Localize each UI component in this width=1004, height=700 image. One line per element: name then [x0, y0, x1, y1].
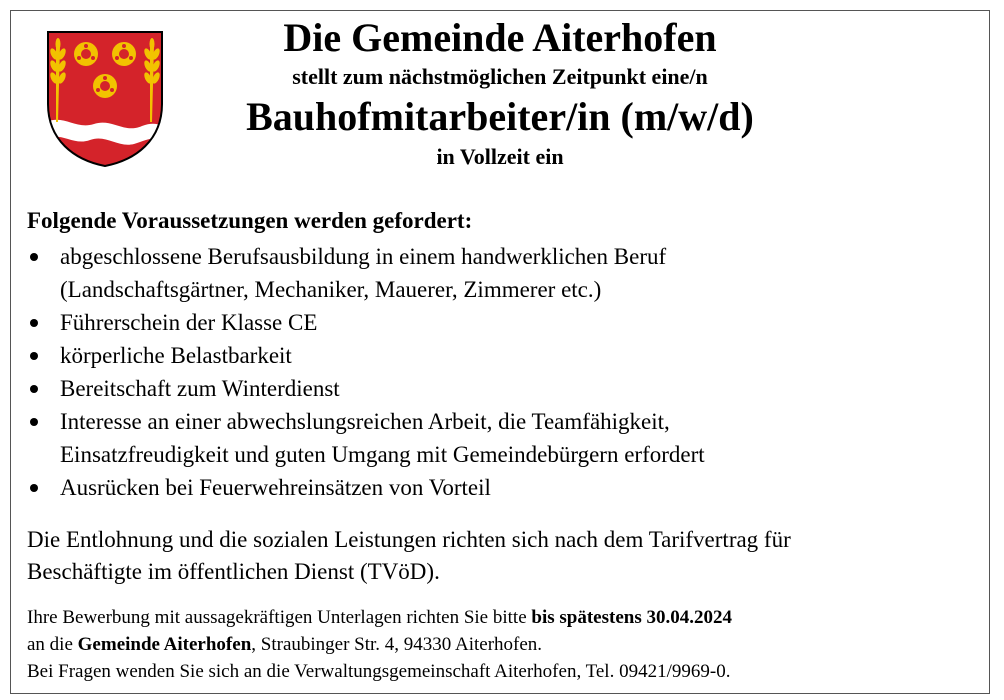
pay-paragraph: [27, 524, 977, 588]
header-subtitle: stellt zum nächstmöglichen Zeitpunkt eine/n: [292, 64, 708, 89]
application-text: an die: [27, 634, 78, 655]
list-item: [27, 339, 967, 372]
list-item-text: Ausrücken bei Feuerwehreinsätzen von Vorteil: [60, 475, 491, 500]
contact-info: Bei Fragen wenden Sie sich an die Verwaltungsgemeinschaft Aiterhofen, Tel. 09421/9969-0.: [27, 661, 731, 682]
list-item: [27, 405, 967, 471]
list-item-text: Führerschein der Klasse CE: [60, 310, 318, 335]
bullet-icon: [30, 385, 38, 393]
list-item-text: Einsatzfreudigkeit und guten Umgang mit Gemeindebürgern erfordert: [60, 442, 705, 467]
list-item: [27, 372, 967, 405]
bullet-icon: [30, 253, 38, 261]
list-item: [27, 306, 967, 339]
bullet-icon: [30, 418, 38, 426]
address: , Straubinger Str. 4, 94330 Aiterhofen.: [251, 634, 543, 655]
header: [150, 14, 850, 172]
pay-text-line: Beschäftigte im öffentlichen Dienst (TVöD).: [27, 559, 440, 584]
requirements-list: [27, 240, 967, 504]
employment-type: in Vollzeit ein: [436, 144, 564, 169]
coat-of-arms-icon: [46, 30, 164, 168]
deadline: bis spätestens 30.04.2024: [531, 607, 732, 628]
bullet-icon: [30, 484, 38, 492]
list-item-text: Bereitschaft zum Winterdienst: [60, 376, 340, 401]
application-paragraph: [27, 604, 987, 685]
list-item-text: körperliche Belastbarkeit: [60, 343, 292, 368]
list-item-text: abgeschlossene Berufsausbildung in einem handwerklichen Beruf: [60, 244, 667, 269]
page-title: Die Gemeinde Aiterhofen: [283, 15, 717, 60]
municipality-name: Gemeinde Aiterhofen: [77, 634, 252, 655]
pay-text-line: Die Entlohnung und die sozialen Leistungen richten sich nach dem Tarifvertrag für: [27, 527, 791, 552]
list-item-text: Interesse an einer abwechslungsreichen Arbeit, die Teamfähigkeit,: [60, 409, 670, 434]
job-title: Bauhofmitarbeiter/in (m/w/d): [246, 94, 754, 139]
bullet-icon: [30, 319, 38, 327]
list-item: [27, 240, 967, 306]
application-text: Ihre Bewerbung mit aussagekräftigen Unterlagen richten Sie bitte: [27, 607, 532, 628]
list-item-text: (Landschaftsgärtner, Mechaniker, Mauerer, Zimmerer etc.): [60, 277, 602, 302]
requirements-heading: Folgende Voraussetzungen werden gefordert:: [27, 208, 473, 233]
list-item: [27, 471, 967, 504]
bullet-icon: [30, 352, 38, 360]
